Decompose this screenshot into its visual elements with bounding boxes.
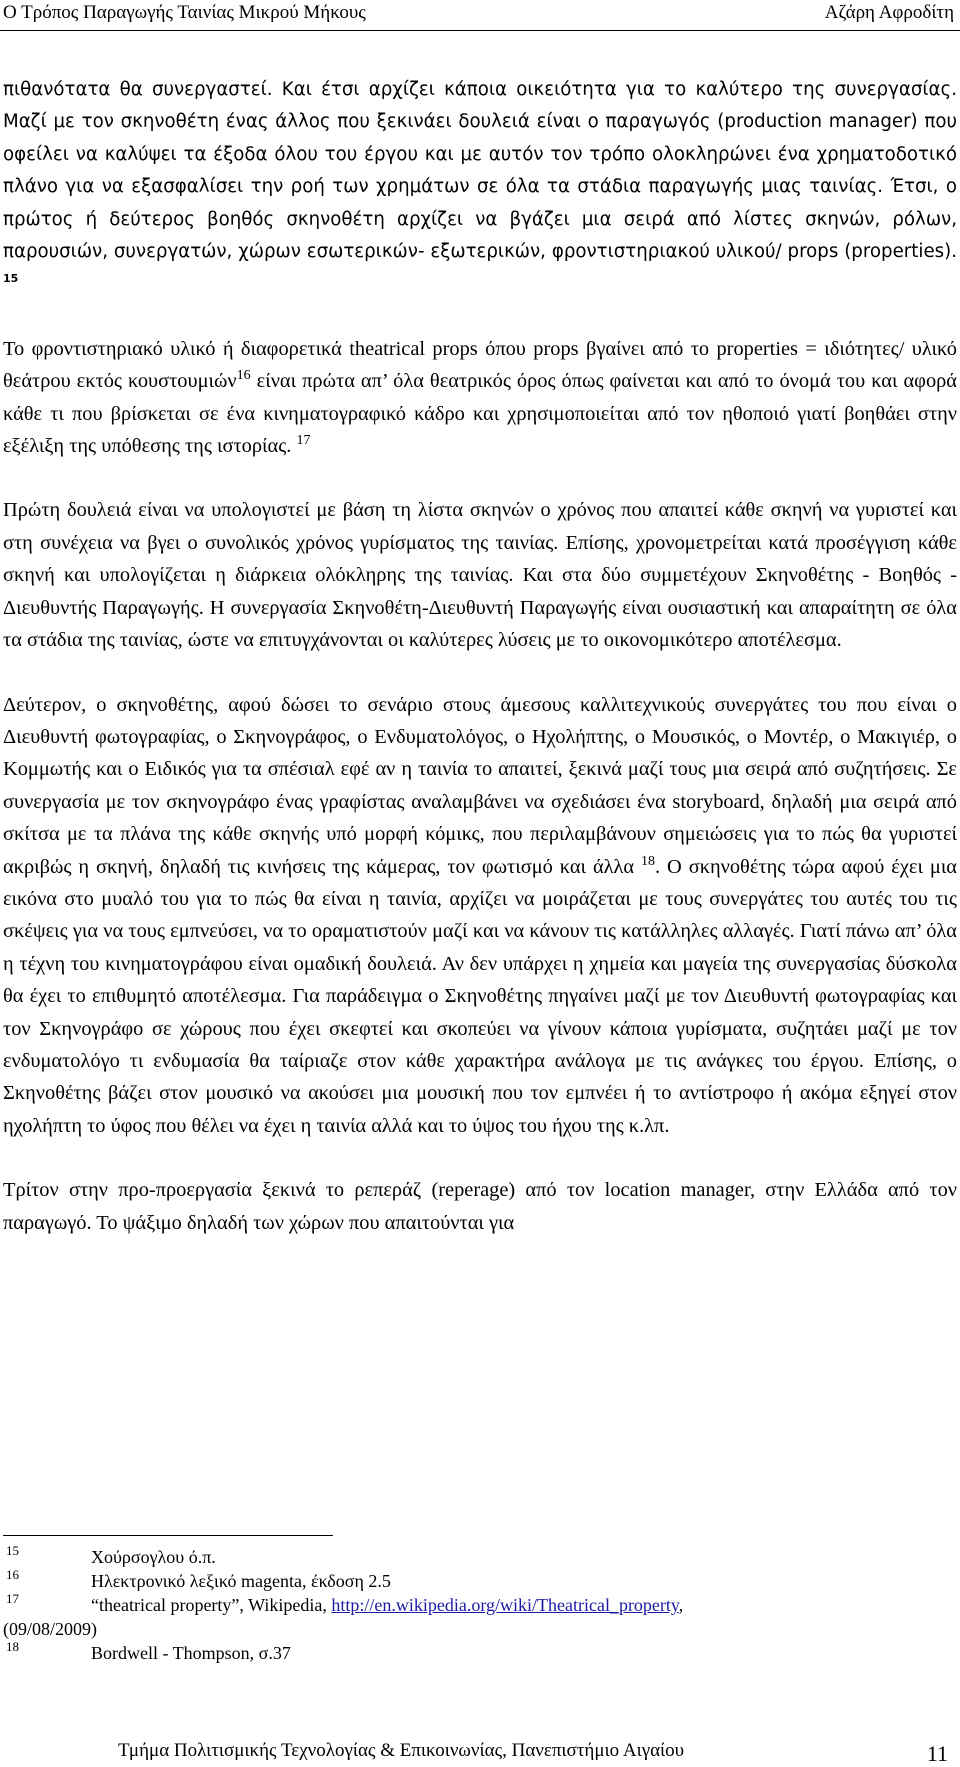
footnote-tail: , [678,1595,684,1615]
paragraph-2-text-a: Το φροντιστηριακό υλικό ή διαφορετικά theatrical props όπου props βγαίνει από το properties = ιδιότητες/ υλικό θεάτρου εκτός κουστουμιών [3,337,957,393]
page-footer [0,1736,960,1766]
footnote-ref-15[interactable]: 15 [3,272,19,286]
paragraph-5-text: Τρίτον στην προ-προεργασία ξεκινά το ρεπεράζ (reperage) από τον location manager, στην Ελλάδα από τον παραγωγό. Το ψάξιμο δηλαδή των χώρων που απαιτούνται για [3,1179,957,1234]
footnote-number: 18 [6,1639,19,1654]
footnote-17-continuation: (09/08/2009) [3,1619,97,1639]
paragraph-2 [3,333,957,463]
paragraph-1-text: πιθανότατα θα συνεργαστεί. Και έτσι αρχίζει κάποια οικειότητα για το καλύτερο της συνεργασίας. Μαζί με τον σκηνοθέτη ένας άλλος που ξεκινάει δουλειά είναι ο παραγωγός (production manager) που οφείλει να καλύψει τα έξοδα όλου του έργου και με αυτόν τον τρόπο ολοκληρώνει ένα χρηματοδοτικό πλάνο για να εξασφαλίσει την ροή των χρημάτων σε όλα τα στάδια παραγωγής μιας ταινίας. Έτσι, ο πρώτος ή δεύτερος βοηθός σκηνοθέτη αρχίζει να βγάζει μια σειρά από λίστες σκηνών, ρόλων, παρουσιών, συνεργατών, χώρων εσωτερικών- εξωτερικών, φροντιστηριακού υλικού/ props (properties). [3,79,957,263]
footnote-number: 16 [6,1567,19,1582]
header-title: Ο Τρόπος Παραγωγής Ταινίας Μικρού Μήκους [3,2,366,23]
footnote-text: Χούρσογλου ό.π. [91,1547,216,1567]
footer-institution: Τμήμα Πολιτισμικής Τεχνολογίας & Επικοινωνίας, Πανεπιστήμιο Αιγαίου [118,1740,685,1761]
footnote-link[interactable]: http://en.wikipedia.org/wiki/Theatrical_property [331,1595,679,1615]
paragraph-3 [3,494,957,656]
header-rule [0,30,960,31]
footnote-15 [3,1545,953,1569]
footnote-18 [3,1641,953,1665]
paragraph-4 [3,689,957,1143]
body-text [3,74,957,1239]
paragraph-4-text-b: . Ο σκηνοθέτης τώρα αφού έχει μια εικόνα στο μυαλό του για το πώς θα είναι η ταινία, αρχίζει να μοιράζεται με τους συνεργάτες του αυτές του τις σκέψεις για να τους εμπνεύσει, να το οραματιστούν μαζί και να κάνουν τις κατάλληλες αλλαγές. Γιατί πάνω απ’ όλα η τέχνη του κινηματογράφου είναι ομαδική δουλειά. Αν δεν υπάρχει η χημεία και μαγεία της συνεργασίας δύσκολα θα έχει το επιθυμητό αποτέλεσμα. Για παράδειγμα ο Σκηνοθέτης πηγαίνει μαζί με τον Διευθυντή φωτογραφίας και τον Σκηνογράφο σε χώρους που έχει σκεφτεί και σκοπεύει να γίνουν κάποια γυρίσματα, συζητάει μαζί με τον ενδυματολόγο τι ενδυμασία θα ταίριαζε στον κάθε χαρακτήρα ανάλογα με τις ανάγκες του έργου. Επίσης, ο Σκηνοθέτης βάζει στον μουσικό να ακούσει μια μουσική που τον εμπνέει ή το αντίστροφο ή ακόμα εξηγεί στον ηχολήπτη το ύφος που θέλει να έχει η ταινία αλλά και το ύψος του ήχου της κ.λπ. [3,855,957,1137]
footnote-text: “theatrical property”, Wikipedia, [91,1595,332,1615]
paragraph-2-text-b: είναι πρώτα απ’ όλα θεατρικός όρος όπως φαίνεται και από το όνομά του και αφορά κάθε τι που βρίσκεται σε ένα κινηματογραφικό κάδρο και χρησιμοποιείται από τον ηθοποιό γιατί βοηθάει στην εξέλιξη της υπόθεσης της ιστορίας. [3,370,957,458]
footnote-number: 17 [6,1591,19,1606]
footnotes [3,1545,953,1665]
paragraph-5 [3,1174,957,1239]
footnote-separator [3,1535,333,1536]
paragraph-1 [3,74,957,301]
header-author: Αζάρη Αφροδίτη [824,2,954,23]
footnote-number: 15 [6,1543,19,1558]
footnote-text: Ηλεκτρονικό λεξικό magenta, έκδοση 2.5 [91,1571,391,1591]
paragraph-3-text: Πρώτη δουλειά είναι να υπολογιστεί με βάση τη λίστα σκηνών ο χρόνος που απαιτεί κάθε σκηνή να γυριστεί και στη συνέχεια να βγει ο συνολικός χρόνος γυρίσματος της ταινίας. Επίσης, χρονομετρείται κατά προσέγγιση κάθε σκηνή και υπολογίζεται η διάρκεια ολόκληρης της ταινίας. Και στα δύο συμμετέχουν Σκηνοθέτης - Βοηθός - Διευθυντής Παραγωγής. Η συνεργασία Σκηνοθέτη-Διευθυντή Παραγωγής είναι ουσιαστική και απαραίτητη σε όλα τα στάδια της ταινίας, ώστε να επιτυγχάνονται οι καλύτερες λύσεις με το οικονομικότερο αποτέλεσμα. [3,499,957,652]
footnote-text: Bordwell - Thompson, σ.37 [91,1643,291,1663]
footnote-ref-18[interactable]: 18 [641,853,656,869]
footnote-16 [3,1569,953,1593]
footnote-ref-17[interactable]: 17 [296,433,311,449]
page-number: 11 [926,1741,948,1766]
paragraph-4-text-a: Δεύτερον, ο σκηνοθέτης, αφού δώσει το σενάριο στους άμεσους καλλιτεχνικούς συνεργάτες του που είναι ο Διευθυντή φωτογραφίας, ο Σκηνογράφος, ο Ενδυματολόγος, ο Ηχολήπτης, ο Μουσικός, ο Μοντέρ, ο Μακιγιέρ, ο Κομμωτής και ο Ειδικός για τα σπέσιαλ εφέ αν η ταινία το απαιτεί, ξεκινά μαζί τους μια σειρά από συζητήσεις. Σε συνεργασία με τον σκηνογράφο ένας γραφίστας αναλαμβάνει να σχεδιάσει ένα storyboard, δηλαδή μια σειρά από σκίτσα με τα πλάνα της κάθε σκηνής υπό μορφή κόμικς, που περιλαμβάνουν σημειώσεις για το πώς θα γυριστεί ακριβώς η σκηνή, δηλαδή τις κινήσεις της κάμερας, τον φωτισμό και άλλα [3,693,957,878]
footnote-17 [3,1593,953,1617]
page-header [0,0,960,32]
footnote-ref-16[interactable]: 16 [236,368,251,384]
